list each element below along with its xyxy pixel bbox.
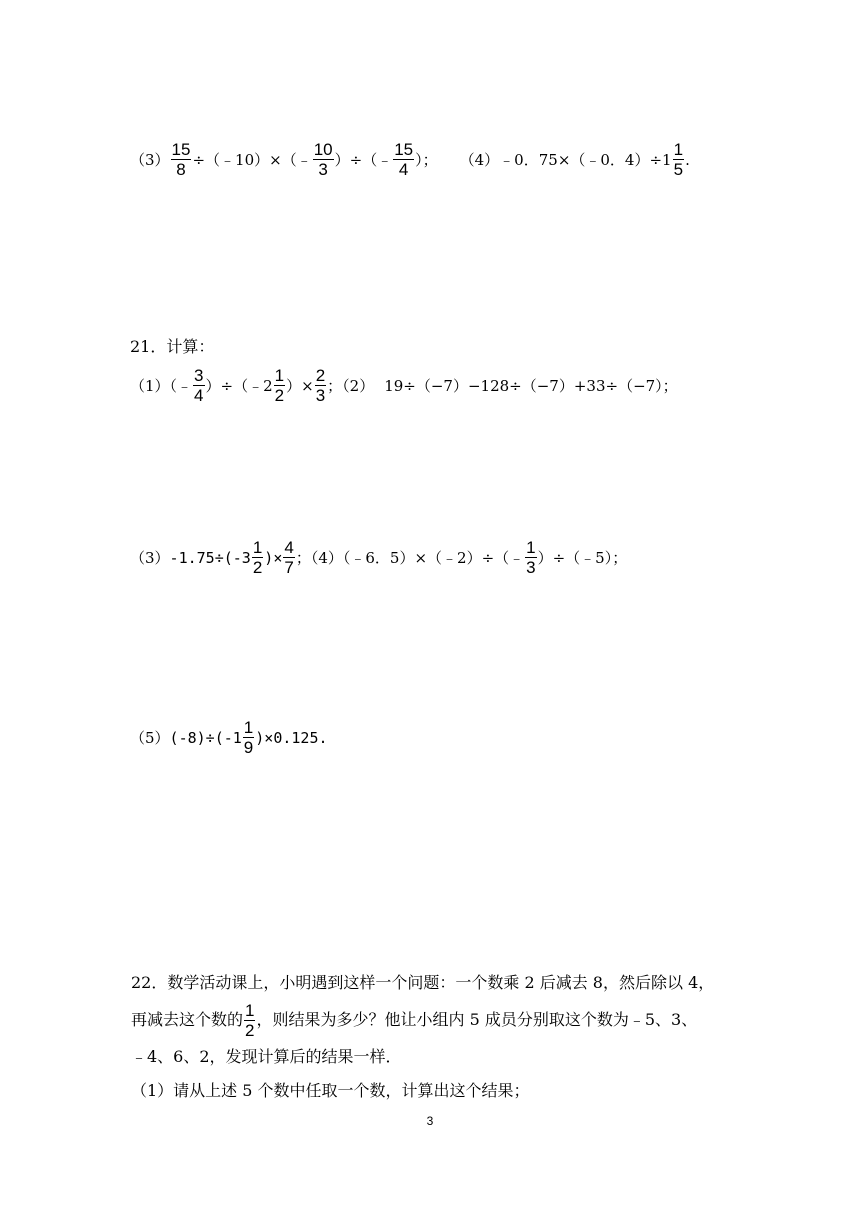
problem-22-line-2 [131, 1000, 731, 1040]
expr-text: ）÷（﹣5）； [537, 549, 628, 567]
fraction: $\frac{1}{5}$ [673, 140, 684, 179]
problem-20-items-3-4 [130, 140, 860, 179]
fraction: $\frac{2}{3}$ [315, 366, 326, 405]
item-4-text: ；（4）（﹣6．5）×（﹣2）÷（﹣ [295, 549, 525, 567]
expr-text: ÷（﹣10）×（﹣ [192, 151, 312, 169]
fraction: $\frac{10}{3}$ [313, 140, 333, 179]
fraction: $\frac{1}{2}$ [274, 366, 285, 405]
problem-22 [131, 966, 731, 1108]
heading-text: 21．计算： [130, 337, 215, 356]
fraction: $\frac{1}{2}$ [245, 1000, 255, 1040]
expr-text: )× [264, 548, 283, 567]
expr-text: (-8)÷(-1 [169, 728, 242, 747]
item-2-label: ；（2） [327, 377, 375, 395]
expr-text: ）× [286, 377, 314, 395]
expr-text: -1.75÷(-3 [169, 548, 251, 567]
item-1-label: （1）（﹣ [130, 377, 193, 395]
problem-22-line-1: 22．数学活动课上，小明遇到这样一个问题：一个数乘 2 后减去 8，然后除以 4， [131, 973, 715, 992]
fraction: $\frac{1}{3}$ [526, 538, 536, 577]
expr-text: )×0.125. [255, 728, 328, 747]
expr-text: ）÷（﹣2 [205, 377, 273, 395]
fraction: $\frac{1}{9}$ [243, 718, 254, 757]
fraction: $\frac{15}{4}$ [394, 140, 414, 179]
expr-text: ）÷（﹣ [334, 151, 393, 169]
problem-21-items-3-4 [130, 538, 860, 577]
problem-22-line-4: （1）请从上述 5 个数中任取一个数，计算出这个结果； [131, 1081, 530, 1100]
problem-21-item-5 [130, 718, 860, 757]
item-3-label: （3） [130, 151, 170, 169]
problem-21-items-1-2 [130, 366, 860, 405]
item-3-label: （3） [130, 549, 170, 567]
text: 再减去这个数的 [131, 1010, 244, 1029]
problem-22-line-3: ﹣4、6、2，发现计算后的结果一样． [131, 1047, 402, 1066]
item-5-label: （5） [130, 729, 170, 747]
expr-text: ）； [415, 151, 438, 169]
expr-text: . [685, 150, 690, 169]
fraction: $\frac{3}{4}$ [194, 366, 204, 405]
problem-21-heading [130, 334, 860, 357]
expr-text: 19÷（−7）−128÷（−7）+33÷（−7）； [384, 377, 678, 395]
fraction: $\frac{4}{7}$ [284, 538, 294, 577]
text: ，则结果为多少？他让小组内 5 成员分别取这个数为﹣5、3、 [256, 1010, 698, 1029]
fraction: $\frac{1}{2}$ [252, 538, 263, 577]
item-4-label: （4）﹣0．75×（﹣0．4）÷1 [459, 151, 672, 169]
page-number: 3 [426, 1114, 434, 1128]
fraction: $\frac{15}{8}$ [171, 140, 191, 179]
